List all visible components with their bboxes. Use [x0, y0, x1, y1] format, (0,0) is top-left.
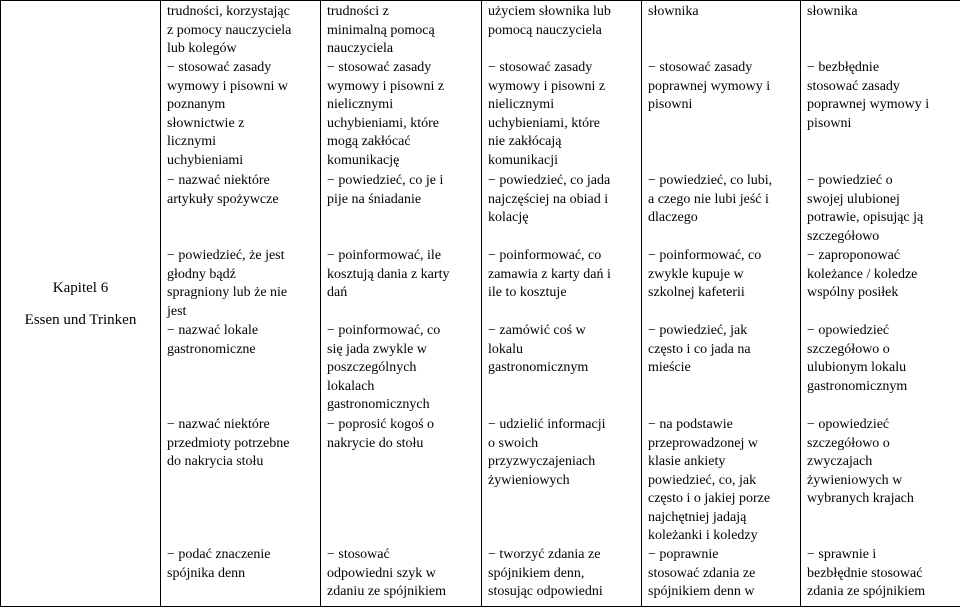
text-block — [167, 247, 316, 321]
text-line: stosując odpowiedni — [488, 584, 603, 599]
text-line: zdania ze spójnikiem — [807, 584, 926, 599]
text-line: spójnikiem denn, — [488, 565, 585, 581]
text-line: − nazwać niektóre — [167, 417, 270, 432]
text-line: − poinformować, co — [488, 248, 602, 263]
text-line: − powiedzieć, co lubi, — [648, 173, 773, 188]
text-line: lub kolegów — [167, 41, 237, 56]
text-line: słownika — [648, 4, 699, 19]
text-block — [807, 322, 956, 396]
text-line: lokalach — [327, 378, 375, 394]
text-line: gastronomiczne — [167, 341, 256, 357]
text-line: o swoich — [488, 435, 539, 451]
text-line: − podać znaczenie — [167, 547, 271, 562]
text-line: − tworzyć zdania ze — [488, 547, 601, 562]
text-block — [167, 416, 316, 472]
text-block — [327, 322, 477, 415]
text-line: odpowiedni szyk w — [327, 565, 436, 581]
text-line: zdaniu ze spójnikiem — [327, 584, 446, 599]
text-line: przedmioty potrzebne — [167, 435, 290, 451]
text-block — [327, 416, 477, 453]
text-line: nielicznymi — [327, 97, 394, 112]
text-block — [807, 247, 956, 303]
text-line: często i o jakiej porze — [648, 491, 771, 506]
text-line: − opowiedzieć — [807, 417, 890, 432]
text-line: spójnikiem denn w — [648, 584, 755, 599]
text-block — [807, 3, 956, 22]
text-line: − powiedzieć, co je i — [327, 173, 444, 188]
text-block — [488, 59, 637, 170]
text-line: żywieniowych w — [807, 472, 903, 488]
column-cell — [642, 1, 801, 607]
text-line: − powiedzieć o — [807, 173, 893, 188]
chapter-cell — [1, 1, 161, 607]
text-block — [807, 546, 956, 602]
text-line: poznanym — [167, 97, 226, 112]
text-line: klasie ankiety — [648, 454, 726, 469]
text-line: przyzwyczajeniach — [488, 454, 596, 469]
text-line: − na podstawie — [648, 417, 733, 432]
text-line: − stosować zasady — [327, 60, 432, 75]
text-line: wybranych krajach — [807, 491, 914, 506]
text-block — [648, 172, 796, 228]
text-line: zwykle kupuje w — [648, 266, 744, 282]
text-line: bezbłędnie stosować — [807, 565, 923, 581]
text-line: mieście — [648, 360, 691, 375]
text-line: z pomocy nauczyciela — [167, 22, 292, 38]
text-line: trudności, korzystając — [167, 4, 290, 19]
text-block — [488, 322, 637, 378]
text-line: dlaczego — [648, 210, 698, 225]
text-line: − poinformować, co — [327, 323, 441, 338]
text-block — [807, 416, 956, 509]
text-line: potrawie, opisując ją — [807, 210, 924, 225]
chapter-title: Essen und Trinken — [24, 311, 137, 328]
text-block — [327, 3, 477, 59]
text-line: − poinformować, co — [648, 248, 762, 263]
text-line: wymowy i pisowni w — [167, 78, 288, 94]
text-line: poprawnej wymowy i — [807, 97, 930, 112]
text-line: najczęściej na obiad i — [488, 191, 609, 207]
text-line: stosować zasady — [807, 78, 900, 94]
text-block — [167, 59, 316, 170]
text-block — [648, 3, 796, 22]
text-block — [488, 546, 637, 602]
text-block — [488, 3, 637, 40]
text-line: − sprawnie i — [807, 547, 877, 562]
text-line: − stosować — [327, 547, 390, 562]
text-line: jest — [167, 303, 187, 319]
text-line: nakrycie do stołu — [327, 435, 424, 451]
text-line: żywieniowych — [488, 472, 570, 488]
text-block — [327, 546, 477, 602]
text-block — [327, 172, 477, 209]
text-block — [167, 546, 316, 583]
text-line: stosować zdania ze — [648, 565, 756, 581]
text-line: wymowy i pisowni z — [488, 78, 606, 94]
column-cell — [801, 1, 960, 607]
text-line: licznymi — [167, 134, 216, 149]
table-row — [1, 1, 960, 607]
text-line: − zaproponować — [807, 248, 901, 263]
text-line: pije na śniadanie — [327, 191, 422, 207]
text-line: pisowni — [807, 115, 852, 131]
text-line: szczegółowo o — [807, 341, 890, 357]
text-line: nauczyciela — [327, 41, 394, 56]
text-block — [648, 546, 796, 602]
text-line: gastronomicznych — [327, 397, 430, 412]
text-line: często i co jada na — [648, 341, 751, 357]
text-line: pisowni — [648, 97, 693, 112]
text-line: − poprawnie — [648, 547, 719, 562]
text-line: powiedzieć, co, jak — [648, 472, 757, 488]
text-block — [327, 59, 477, 170]
text-line: − powiedzieć, że jest — [167, 248, 285, 263]
text-line: zamawia z karty dań i — [488, 266, 611, 282]
text-line: pomocą nauczyciela — [488, 22, 602, 38]
column-cell — [482, 1, 642, 607]
text-line: a czego nie lubi jeść i — [648, 191, 769, 207]
text-line: komunikacji — [488, 152, 558, 168]
text-line: trudności z — [327, 4, 389, 19]
text-line: kosztują dania z karty — [327, 266, 450, 282]
text-block — [807, 59, 956, 133]
chapter-number: Kapitel 6 — [52, 279, 109, 296]
text-block — [167, 3, 316, 59]
text-line: kolację — [488, 210, 529, 225]
text-block — [807, 172, 956, 246]
text-line: − bezbłędnie — [807, 60, 880, 75]
column-cell — [161, 1, 321, 607]
text-line: − poprosić kogoś o — [327, 417, 435, 432]
text-line: − opowiedzieć — [807, 323, 890, 338]
text-line: − nazwać niektóre — [167, 173, 270, 188]
text-line: koleżanki i koledzy — [648, 528, 758, 543]
text-block — [488, 416, 637, 490]
text-line: uchybieniami — [167, 152, 244, 168]
text-line: − nazwać lokale — [167, 323, 259, 338]
text-line: poszczególnych — [327, 360, 417, 375]
text-block — [648, 247, 796, 303]
text-line: szkolnej kafeterii — [648, 285, 745, 300]
text-line: do nakrycia stołu — [167, 454, 264, 469]
column-cell — [321, 1, 482, 607]
text-line: spragniony lub że nie — [167, 285, 288, 300]
text-line: nie zakłócają — [488, 134, 562, 149]
text-block — [167, 172, 316, 209]
text-block — [488, 247, 637, 303]
text-line: szczegółowo — [807, 228, 880, 244]
text-line: swojej ulubionej — [807, 191, 900, 207]
text-line: − stosować zasady — [648, 60, 753, 75]
text-line: − zamówić coś w — [488, 323, 586, 338]
text-line: − udzielić informacji — [488, 417, 606, 432]
text-line: artykuły spożywcze — [167, 191, 279, 207]
text-line: − stosować zasady — [167, 60, 272, 75]
text-line: wymowy i pisowni z — [327, 78, 445, 94]
text-block — [648, 322, 796, 378]
text-block — [648, 416, 796, 546]
text-line: przeprowadzonej w — [648, 435, 759, 451]
text-line: − poinformować, ile — [327, 248, 442, 263]
text-line: ile to kosztuje — [488, 285, 567, 300]
text-line: spójnika denn — [167, 565, 246, 581]
text-line: dań — [327, 285, 348, 300]
text-line: zwyczajach — [807, 454, 873, 469]
text-line: koleżance / koledze — [807, 266, 918, 282]
text-line: − powiedzieć, jak — [648, 323, 748, 338]
text-block — [488, 172, 637, 228]
text-block — [167, 322, 316, 359]
text-block — [648, 59, 796, 115]
text-line: ulubionym lokalu — [807, 360, 907, 375]
text-line: komunikację — [327, 152, 400, 168]
text-line: wspólny posiłek — [807, 285, 899, 300]
text-block — [327, 247, 477, 303]
text-line: słownika — [807, 4, 858, 19]
text-line: uchybieniami, które — [327, 115, 439, 131]
text-line: gastronomicznym — [807, 378, 908, 394]
text-line: − stosować zasady — [488, 60, 593, 75]
text-line: najchętniej jadają — [648, 509, 747, 525]
text-line: nielicznymi — [488, 97, 555, 112]
text-line: się jada zwykle w — [327, 341, 427, 357]
text-line: minimalną pomocą — [327, 22, 435, 38]
text-line: gastronomicznym — [488, 360, 589, 375]
text-line: poprawnej wymowy i — [648, 78, 771, 94]
text-line: szczegółowo o — [807, 435, 890, 451]
text-line: lokalu — [488, 341, 523, 357]
text-line: słownictwie z — [167, 115, 245, 131]
text-line: − powiedzieć, co jada — [488, 173, 611, 188]
text-line: użyciem słownika lub — [488, 4, 611, 19]
text-line: głodny bądź — [167, 266, 236, 282]
text-line: uchybieniami, które — [488, 115, 600, 131]
text-line: mogą zakłócać — [327, 134, 411, 149]
